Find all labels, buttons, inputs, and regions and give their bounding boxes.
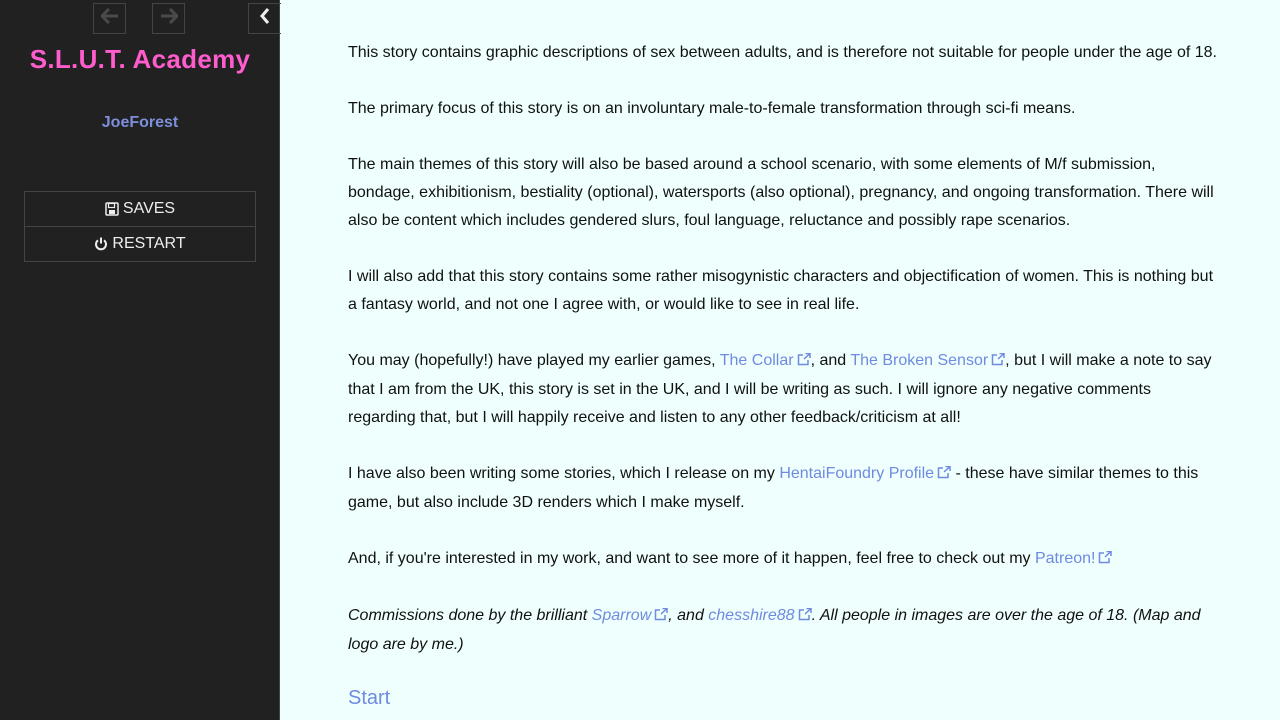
- start-link[interactable]: Start: [348, 687, 391, 709]
- link-text: Patreon!: [1034, 550, 1096, 567]
- text-span: I have also been writing some stories, which I release on my: [348, 465, 780, 482]
- chesshire88-link[interactable]: [708, 607, 811, 624]
- link-text: The Broken Sensor: [850, 352, 989, 369]
- external-link-icon: [1098, 546, 1112, 574]
- external-link-icon: [797, 348, 811, 376]
- external-link-icon: [654, 603, 668, 631]
- arrow-right-icon: [160, 8, 178, 29]
- credits-paragraph: [348, 602, 1218, 659]
- saves-button[interactable]: [25, 192, 255, 226]
- themes-paragraph: The main themes of this story will also be based around a school scenario, with some elements of M/f submission, bondage, exhibitionism, bestiality (optional), watersports (also optional), pregnancy, and ongoing transformation. There will also be content which includes gendered slurs, foul language, reluctance and possibly rape scenarios.: [348, 156, 1214, 229]
- link-text: Sparrow: [591, 607, 652, 624]
- save-icon: [105, 202, 119, 216]
- link-text: chesshire88: [708, 607, 795, 624]
- text-span: , but I will make a note to say that I am from the UK, this story is set in the UK, and I will be writing as such. I will ignore any negative comments regarding that, but I will happily receive and listen to any other feedback/criticism at all!: [348, 352, 1212, 426]
- passage: [348, 39, 1218, 712]
- link-text: HentaiFoundry Profile: [779, 465, 935, 482]
- history-back-button[interactable]: [93, 3, 126, 34]
- arrow-left-icon: [101, 8, 119, 29]
- earlier-games-paragraph: [348, 347, 1218, 432]
- text-span: And, if you're interested in my work, and want to see more of it happen, feel free to check out my: [348, 550, 1035, 567]
- text-span: - these have similar themes to this game, but also include 3D renders which I make myself.: [348, 465, 1199, 511]
- link-text: The Collar: [719, 352, 794, 369]
- story-menu: [24, 191, 256, 262]
- text-span: Commissions done by the brilliant: [348, 607, 592, 624]
- restart-button[interactable]: [25, 226, 255, 261]
- text-span: , and: [668, 607, 709, 624]
- the-broken-sensor-link[interactable]: [850, 352, 1005, 369]
- sparrow-link[interactable]: [592, 607, 669, 624]
- warning-paragraph: This story contains graphic descriptions of sex between adults, and is therefore not suitable for people under the age of 18.: [348, 44, 1217, 61]
- restart-label: RESTART: [112, 235, 186, 252]
- ui-bar: [0, 0, 280, 720]
- story-title: S.L.U.T. Academy: [29, 44, 251, 74]
- story-author: JoeForest: [101, 114, 179, 131]
- text-span: You may (hopefully!) have played my earlier games,: [348, 352, 720, 369]
- chevron-left-icon: [259, 7, 271, 30]
- external-link-icon: [991, 348, 1005, 376]
- patreon-link[interactable]: [1035, 550, 1112, 567]
- external-link-icon: [798, 603, 812, 631]
- the-collar-link[interactable]: [720, 352, 811, 369]
- power-icon: [94, 237, 108, 251]
- text-span: . All people in images are over the age of 18. (Map and logo are by me.): [348, 607, 1201, 653]
- external-link-icon: [937, 461, 951, 489]
- text-span: , and: [810, 352, 851, 369]
- hentaifoundry-link[interactable]: [779, 465, 951, 482]
- stories-paragraph: [348, 460, 1218, 517]
- history-forward-button[interactable]: [152, 3, 185, 34]
- patreon-paragraph: [348, 545, 1218, 574]
- disclaimer-paragraph: I will also add that this story contains some rather misogynistic characters and objectification of women. This is nothing but a fantasy world, and not one I agree with, or would like to see in real life.: [348, 268, 1214, 313]
- saves-label: SAVES: [122, 200, 176, 217]
- focus-paragraph: The primary focus of this story is on an involuntary male-to-female transformation through sci-fi means.: [348, 100, 1076, 117]
- sidebar-toggle-button[interactable]: [248, 3, 281, 34]
